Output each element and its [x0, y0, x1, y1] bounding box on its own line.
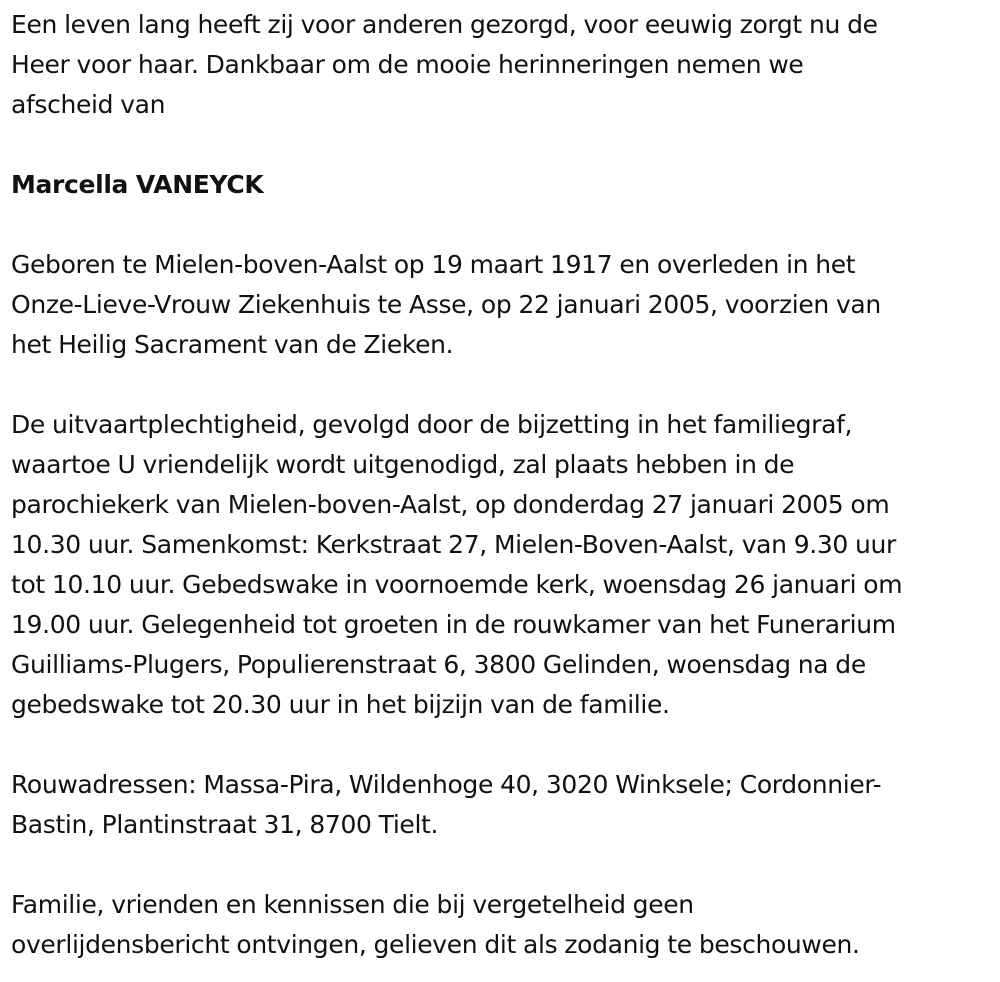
- paragraph-spacer: [11, 125, 990, 165]
- birth-death-paragraph: [11, 245, 990, 365]
- intro-line: Een leven lang heeft zij voor anderen gezorgd, voor eeuwig zorgt nu de: [11, 10, 878, 39]
- funeral-line: De uitvaartplechtigheid, gevolgd door de bijzetting in het familiegraf,: [11, 410, 853, 439]
- deceased-name: [11, 165, 990, 205]
- funeral-paragraph: [11, 405, 990, 725]
- addresses-paragraph: [11, 765, 990, 845]
- birth-death-line: het Heilig Sacrament van de Zieken.: [11, 330, 454, 359]
- closing-line: overlijdensbericht ontvingen, gelieven dit als zodanig te beschouwen.: [11, 930, 860, 959]
- closing-line: Familie, vrienden en kennissen die bij vergetelheid geen: [11, 890, 694, 919]
- funeral-line: parochiekerk van Mielen-boven-Aalst, op donderdag 27 januari 2005 om: [11, 490, 890, 519]
- paragraph-spacer: [11, 845, 990, 885]
- addresses-line: Rouwadressen: Massa-Pira, Wildenhoge 40, 3020 Winksele; Cordonnier-: [11, 770, 882, 799]
- intro-line: Heer voor haar. Dankbaar om de mooie herinneringen nemen we: [11, 50, 804, 79]
- intro-line: afscheid van: [11, 90, 166, 119]
- funeral-line: gebedswake tot 20.30 uur in het bijzijn van de familie.: [11, 690, 670, 719]
- birth-death-line: Onze-Lieve-Vrouw Ziekenhuis te Asse, op 22 januari 2005, voorzien van: [11, 290, 881, 319]
- paragraph-spacer: [11, 205, 990, 245]
- paragraph-spacer: [11, 725, 990, 765]
- funeral-line: 19.00 uur. Gelegenheid tot groeten in de rouwkamer van het Funerarium: [11, 610, 896, 639]
- funeral-line: Guilliams-Plugers, Populierenstraat 6, 3800 Gelinden, woensdag na de: [11, 650, 866, 679]
- birth-death-line: Geboren te Mielen-boven-Aalst op 19 maart 1917 en overleden in het: [11, 250, 856, 279]
- funeral-line: waartoe U vriendelijk wordt uitgenodigd, zal plaats hebben in de: [11, 450, 795, 479]
- paragraph-spacer: [11, 365, 990, 405]
- addresses-line: Bastin, Plantinstraat 31, 8700 Tielt.: [11, 810, 439, 839]
- funeral-line: 10.30 uur. Samenkomst: Kerkstraat 27, Mielen-Boven-Aalst, van 9.30 uur: [11, 530, 896, 559]
- closing-paragraph: [11, 885, 990, 965]
- deceased-name-text: Marcella VANEYCK: [11, 170, 264, 199]
- intro-paragraph: [11, 5, 990, 125]
- funeral-line: tot 10.10 uur. Gebedswake in voornoemde kerk, woensdag 26 januari om: [11, 570, 903, 599]
